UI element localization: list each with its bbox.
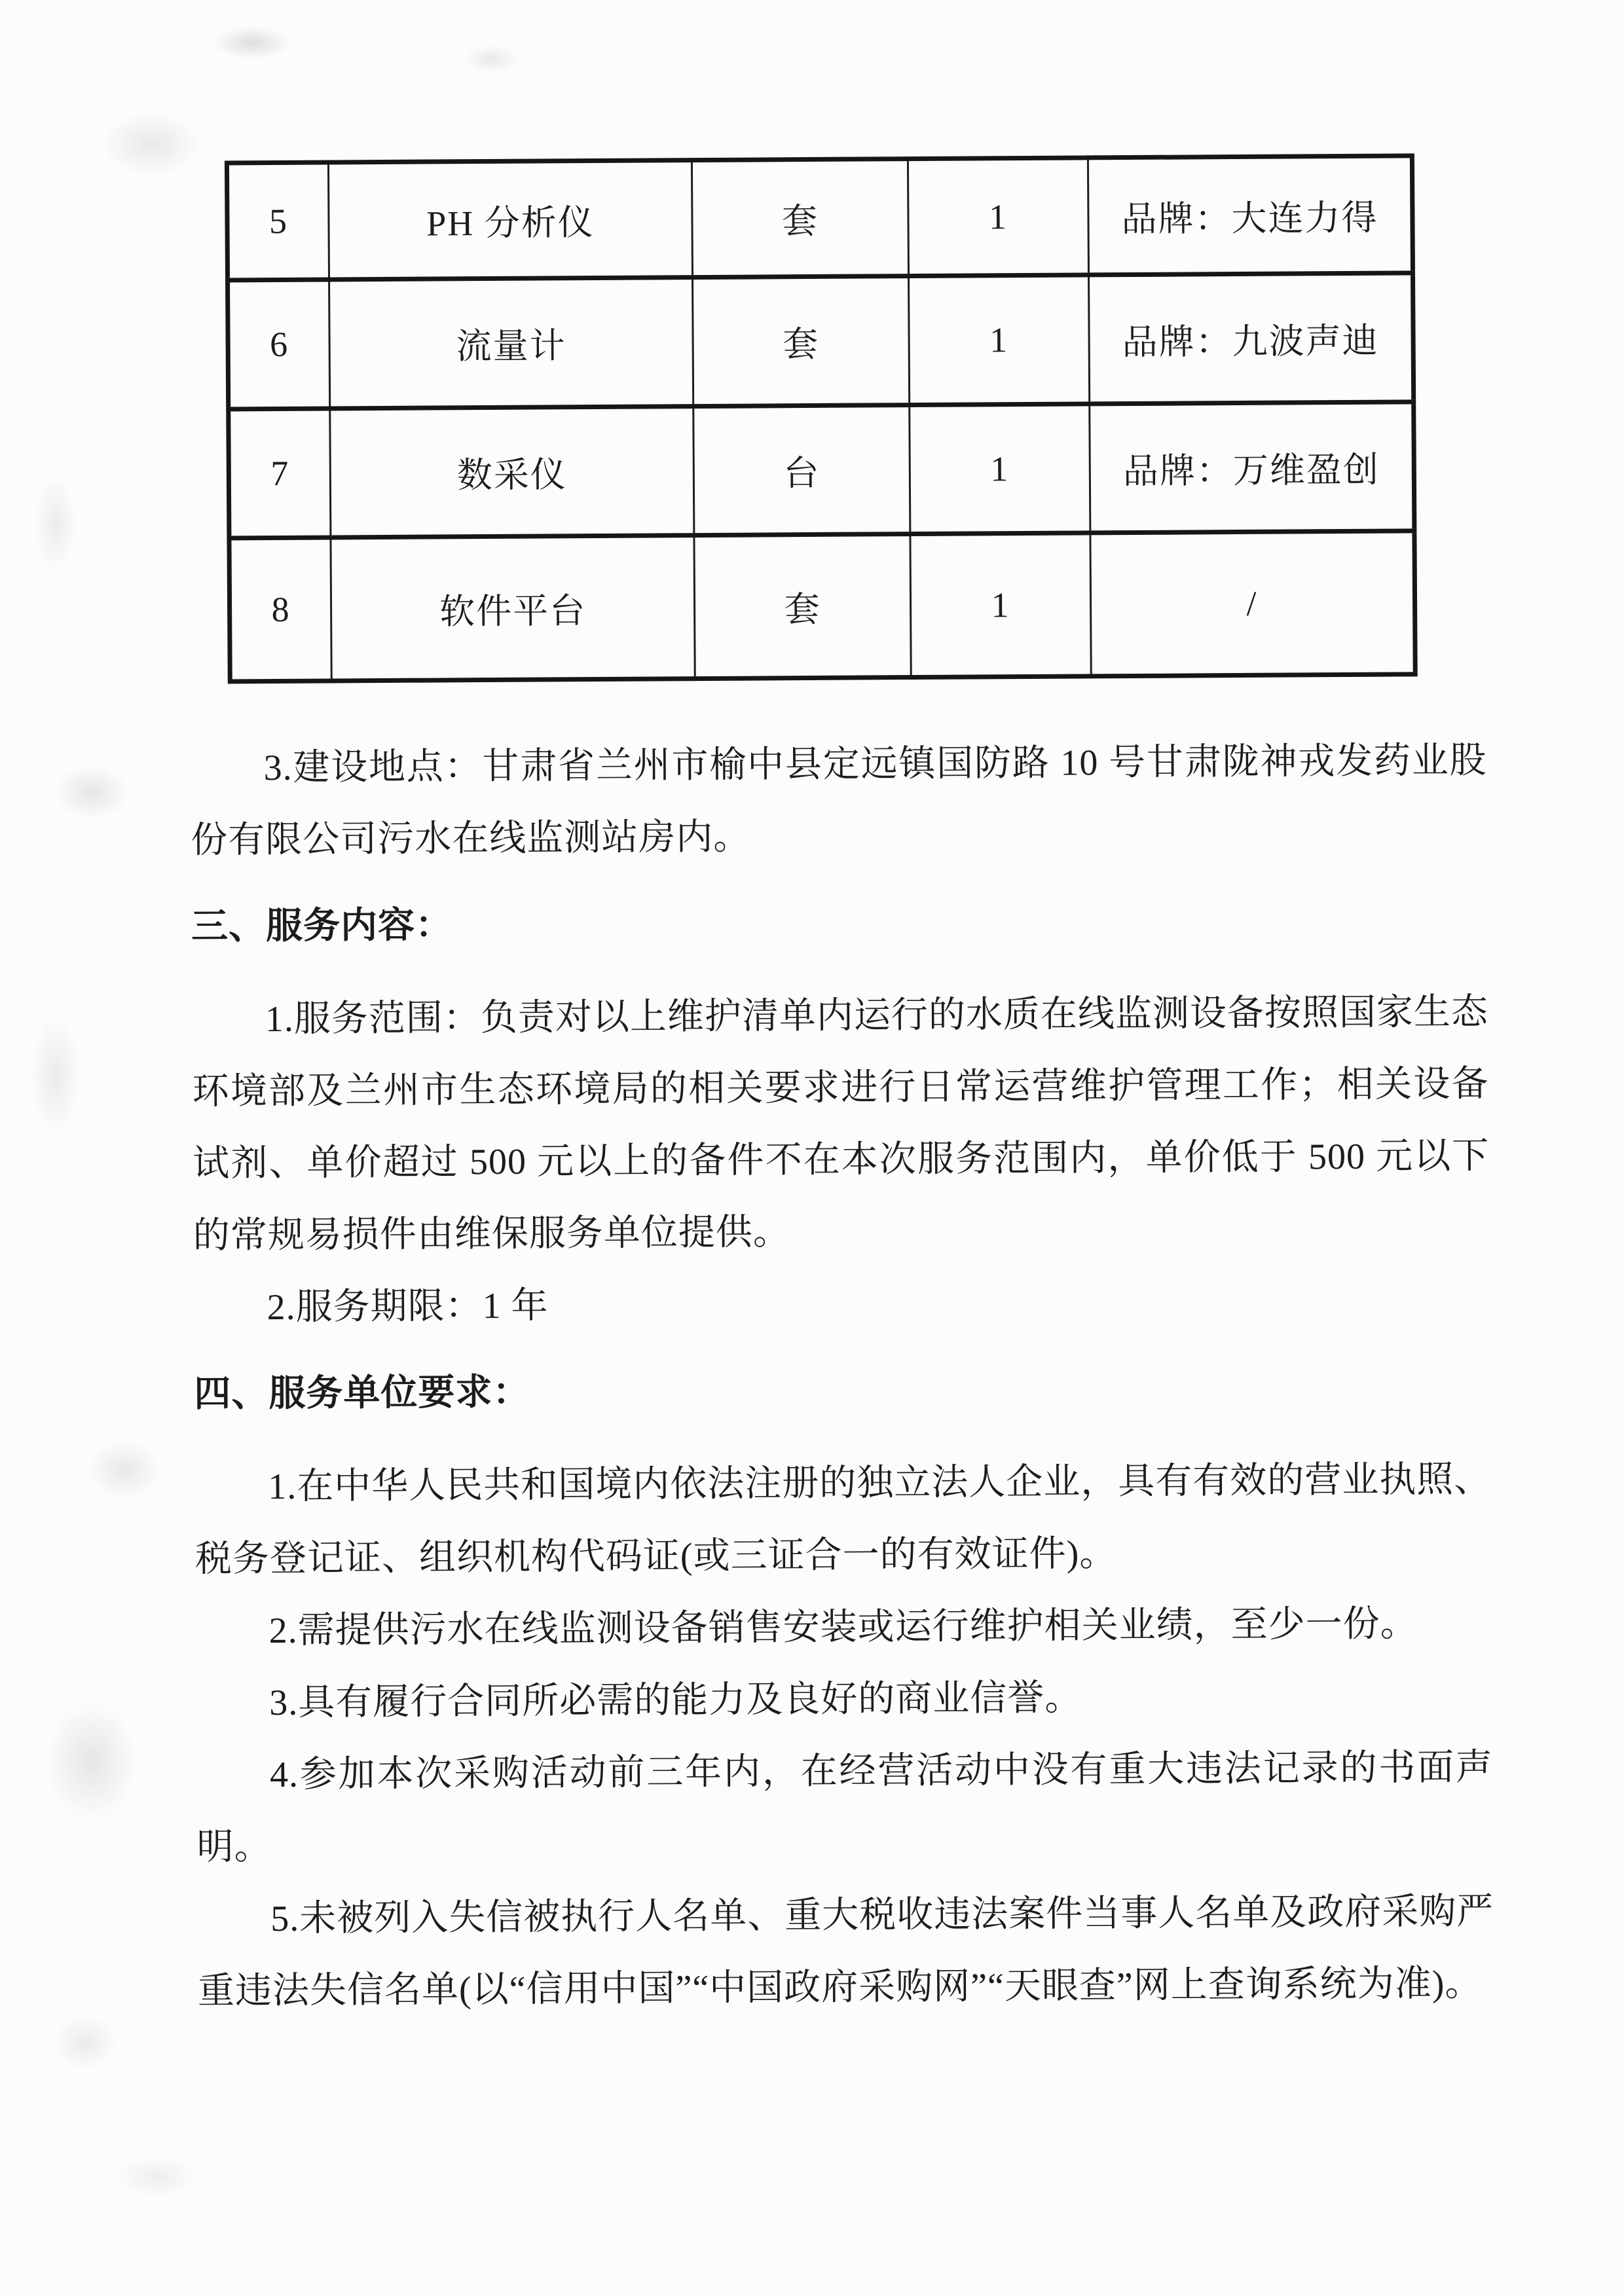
table-row (227, 156, 1412, 280)
paragraph-requirement-5: 5.未被列入失信被执行人名单、重大税收违法案件当事人名单及政府采购严重违法失信名单(以“信用中国”“中国政府采购网”“天眼查”网上查询系统为准)。 (197, 1891, 1494, 2012)
cell-unit: 套 (692, 159, 908, 278)
cell-qty: 1 (910, 404, 1090, 534)
cell-qty: 1 (908, 158, 1088, 276)
paragraph-service-scope: 1.服务范围：负责对以上维护清单内运行的水质在线监测设备按照国家生态环境部及兰州市生态环境局的相关要求进行日常运营维护管理工作；相关设备试剂、单价超过 500 元以上的备件不在本次服务范围内，单价低于 500 元以下的常规易损件由维保服务单位提供。 (192, 991, 1490, 1256)
document-body (190, 725, 1494, 2028)
cell-qty: 1 (909, 275, 1090, 405)
cell-unit: 台 (693, 405, 910, 536)
cell-unit: 套 (693, 276, 910, 407)
heading-service-unit-requirements: 四、服务单位要求： (194, 1372, 530, 1415)
cell-no: 6 (228, 280, 330, 409)
equipment-table (225, 153, 1418, 683)
cell-name: 流量计 (329, 278, 693, 409)
table-row (228, 273, 1414, 409)
cell-no: 7 (229, 409, 331, 538)
cell-no: 5 (227, 162, 329, 280)
cell-brand: 品牌：万维盈创 (1090, 402, 1414, 533)
cell-qty: 1 (910, 533, 1091, 678)
paragraph-service-term: 2.服务期限：1 年 (267, 1285, 549, 1328)
paragraph-construction-location: 3.建设地点：甘肃省兰州市榆中县定远镇国防路 10 号甘肃陇神戎发药业股份有限公司污水在线监测站房内。 (191, 740, 1487, 861)
cell-no: 8 (229, 538, 331, 682)
table-row (229, 402, 1414, 538)
paragraph-requirement-3: 3.具有履行合同所必需的能力及良好的商业信誉。 (269, 1677, 1082, 1724)
cell-name: 数采仪 (330, 407, 694, 538)
cell-name: PH 分析仪 (328, 160, 692, 280)
cell-brand: 品牌：大连力得 (1088, 156, 1412, 275)
cell-unit: 套 (694, 534, 911, 679)
cell-brand: 品牌：九波声迪 (1089, 273, 1414, 404)
heading-service-content: 三、服务内容： (191, 905, 453, 947)
cell-brand: / (1090, 531, 1415, 676)
paragraph-requirement-1: 1.在中华人民共和国境内依法注册的独立法人企业，具有有效的营业执照、税务登记证、组织机构代码证(或三证合一的有效证件)。 (194, 1459, 1492, 1580)
paragraph-requirement-2: 2.需提供污水在线监测设备销售安装或运行维护相关业绩，至少一份。 (268, 1603, 1418, 1652)
cell-name: 软件平台 (331, 536, 695, 681)
table-row (229, 531, 1415, 682)
paragraph-requirement-4: 4.参加本次采购活动前三年内，在经营活动中没有重大违法记录的书面声明。 (196, 1747, 1494, 1868)
